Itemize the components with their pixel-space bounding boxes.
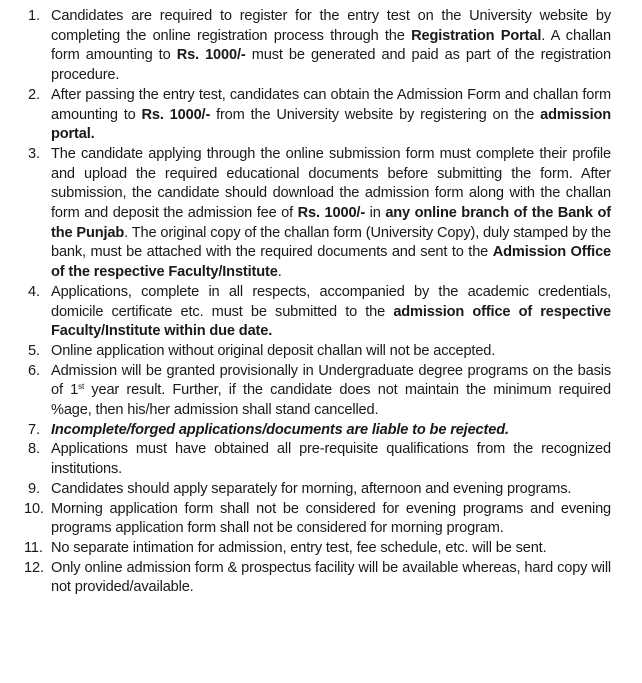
bank-emphasis: any online branch of the Bank of the Punjab <box>51 205 611 241</box>
item-text: The candidate applying through the online submission form must complete their profile and upload the required educational documents before submitting the form. After submission, the candidate should download the admission form along with the challan form and deposit the admission fee of <box>51 145 611 222</box>
list-item-5 <box>24 342 611 362</box>
list-item-1 <box>24 7 611 86</box>
fee-amount: Rs. 1000/- <box>141 106 211 123</box>
item-text: . <box>277 264 282 281</box>
admission-portal-emphasis: admission portal. <box>51 106 611 143</box>
item-text: Morning application form shall not be considered for evening programs and evening programs application form shall not be considered for morning program. <box>51 500 611 537</box>
item-text: year result. Further, if the candidate does not maintain the minimum required %age, then his/her admission shall stand cancelled. <box>51 382 611 419</box>
fee-amount: Rs. 1000/- <box>297 205 366 222</box>
item-text: Applications, complete in all respects, accompanied by the academic credentials, domicile certificate etc. must be submitted to the <box>51 283 611 320</box>
list-item-11 <box>24 539 611 559</box>
item-text: . A challan form amounting to <box>51 27 611 64</box>
item-text: . The original copy of the challan form (University Copy), duly stamped by the bank, must be attached with the required documents and sent to the <box>51 224 611 261</box>
list-item-8 <box>24 440 611 479</box>
item-text: After passing the entry test, candidates can obtain the Admission Form and challan form amounting to <box>51 86 611 123</box>
item-number: 7. <box>28 421 40 438</box>
list-item-9 <box>24 480 611 500</box>
item-text: must be generated and paid as part of the registration procedure. <box>51 47 611 84</box>
list-item-12 <box>24 559 611 598</box>
item-number: 11. <box>24 539 43 556</box>
item-number: 5. <box>28 342 40 359</box>
item-number: 9. <box>28 480 40 497</box>
admission-office-emphasis: admission office of respective Faculty/Institute within due date. <box>51 303 611 340</box>
item-number: 8. <box>28 441 40 458</box>
item-text: Admission will be granted provisionally in Undergraduate degree programs on the basis of 1 <box>51 362 611 399</box>
item-text: from the University website by registering on the <box>210 106 541 123</box>
admission-office-emphasis: Admission Office of the respective Faculty/Institute <box>51 244 611 281</box>
item-text: in <box>365 205 386 222</box>
registration-portal-emphasis: Registration Portal <box>411 27 542 44</box>
list-item-3 <box>24 145 611 283</box>
list-item-7 <box>24 421 611 441</box>
item-number: 1. <box>28 8 40 24</box>
admission-instructions-document <box>24 7 611 598</box>
list-item-10 <box>24 500 611 539</box>
item-number: 2. <box>28 86 40 103</box>
rejection-warning: Incomplete/forged applications/documents are liable to be rejected. <box>51 421 509 438</box>
item-text: Candidates are required to register for the entry test on the University website by completing the online registration process through the <box>51 8 611 44</box>
item-number: 12. <box>24 559 44 576</box>
item-text: Only online admission form & prospectus facility will be available whereas, hard copy will not provided/available. <box>51 559 611 596</box>
instructions-list <box>24 7 611 598</box>
item-text: Applications must have obtained all pre-requisite qualifications from the recognized institutions. <box>51 441 611 478</box>
item-text: No separate intimation for admission, entry test, fee schedule, etc. will be sent. <box>51 539 547 556</box>
list-item-6 <box>24 362 611 421</box>
item-number: 6. <box>28 362 40 379</box>
list-item-2 <box>24 86 611 145</box>
fee-amount: Rs. 1000/- <box>176 47 246 64</box>
item-number: 3. <box>28 145 40 162</box>
item-text: Online application without original deposit challan will not be accepted. <box>51 342 496 359</box>
ordinal-suffix: st <box>78 382 85 392</box>
item-text: Candidates should apply separately for morning, afternoon and evening programs. <box>51 480 572 497</box>
item-number: 10. <box>24 500 44 517</box>
list-item-4 <box>24 283 611 342</box>
item-number: 4. <box>28 283 40 300</box>
